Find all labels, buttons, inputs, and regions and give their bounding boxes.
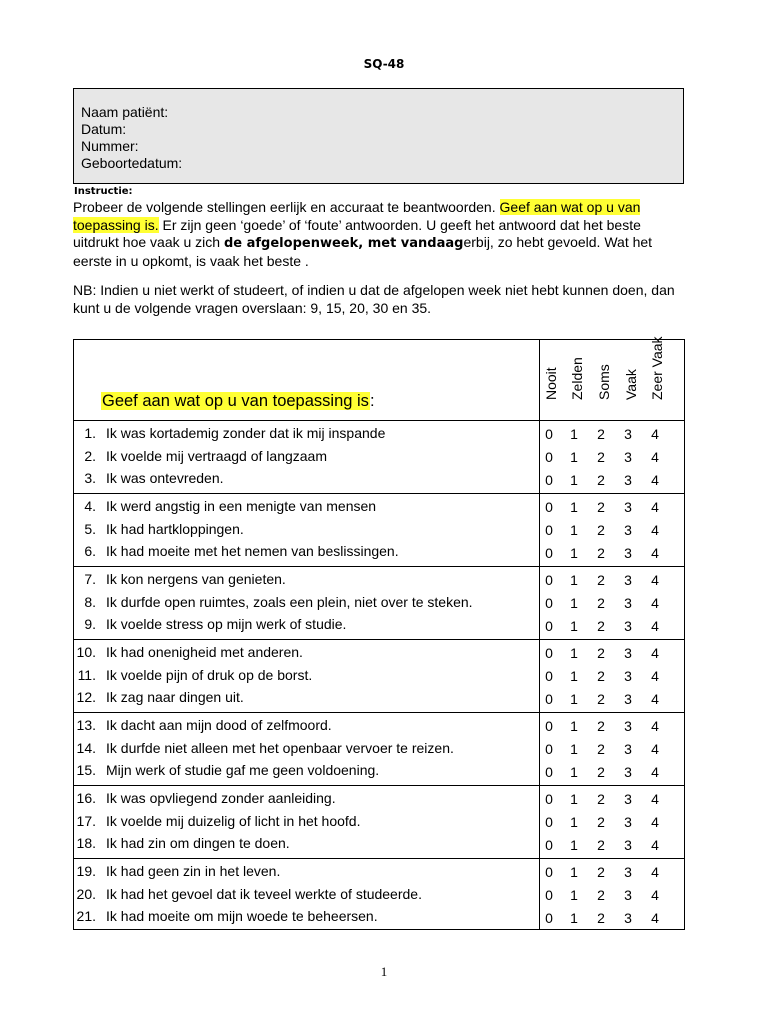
- group-divider: [74, 493, 684, 494]
- patient-info-box: [73, 88, 684, 184]
- item-number: 11.: [77, 667, 96, 683]
- answer-option-2[interactable]: 2: [597, 864, 605, 880]
- item-number: 16.: [76, 790, 96, 806]
- number-field: Nummer:: [81, 138, 139, 154]
- answer-option-2[interactable]: 2: [597, 910, 605, 926]
- item-statement: Ik kon nergens van genieten.: [106, 571, 286, 587]
- birthdate-field: Geboortedatum:: [81, 155, 183, 171]
- answer-option-1[interactable]: 1: [570, 618, 578, 634]
- answer-option-1[interactable]: 1: [570, 426, 578, 442]
- answer-option-0[interactable]: 0: [545, 426, 553, 442]
- item-number: 4.: [84, 498, 96, 514]
- table-row: [74, 495, 684, 519]
- answer-option-3[interactable]: 3: [624, 645, 632, 661]
- answer-option-0[interactable]: 0: [545, 545, 553, 561]
- table-row: [74, 540, 684, 564]
- item-statement: Mijn werk of studie gaf me geen voldoening.: [106, 762, 380, 778]
- answer-option-2[interactable]: 2: [597, 449, 605, 465]
- answer-option-1[interactable]: 1: [570, 764, 578, 780]
- item-number: 14.: [76, 740, 96, 756]
- answer-option-2[interactable]: 2: [597, 645, 605, 661]
- table-row: [74, 422, 684, 446]
- answer-option-2[interactable]: 2: [597, 764, 605, 780]
- answer-option-0[interactable]: 0: [545, 691, 553, 707]
- item-number: 18.: [76, 835, 96, 851]
- answer-option-3[interactable]: 3: [624, 837, 632, 853]
- item-number: 13.: [76, 717, 96, 733]
- answer-option-0[interactable]: 0: [545, 887, 553, 903]
- answer-option-0[interactable]: 0: [545, 837, 553, 853]
- item-statement: Ik voelde pijn of druk op de borst.: [106, 667, 313, 683]
- answer-option-4[interactable]: 4: [651, 791, 659, 807]
- table-row: [74, 737, 684, 761]
- group-divider: [74, 712, 684, 713]
- answer-option-4[interactable]: 4: [651, 618, 659, 634]
- answer-option-3[interactable]: 3: [624, 864, 632, 880]
- answer-option-0[interactable]: 0: [545, 645, 553, 661]
- group-divider: [74, 858, 684, 859]
- scale-label-text: Nooit: [543, 367, 559, 400]
- group-divider: [74, 785, 684, 786]
- table-row: [74, 860, 684, 884]
- answer-option-3[interactable]: 3: [624, 910, 632, 926]
- item-statement: Ik had moeite om mijn woede te beheersen.: [106, 908, 378, 924]
- questionnaire-table: [73, 336, 685, 930]
- scale-label: [647, 336, 669, 416]
- item-statement: Ik had onenigheid met anderen.: [106, 644, 303, 660]
- answer-option-1[interactable]: 1: [570, 645, 578, 661]
- item-statement: Ik had geen zin in het leven.: [106, 863, 281, 879]
- answer-option-3[interactable]: 3: [624, 814, 632, 830]
- answer-option-2[interactable]: 2: [597, 499, 605, 515]
- answer-option-4[interactable]: 4: [651, 741, 659, 757]
- item-statement: Ik had zin om dingen te doen.: [106, 835, 290, 851]
- item-number: 17.: [76, 813, 96, 829]
- answer-option-3[interactable]: 3: [624, 718, 632, 734]
- answer-option-4[interactable]: 4: [651, 522, 659, 538]
- item-number: 9.: [84, 616, 96, 632]
- answer-option-4[interactable]: 4: [651, 814, 659, 830]
- instruction-label: Instructie:: [74, 186, 133, 197]
- answer-option-0[interactable]: 0: [545, 499, 553, 515]
- item-number: 6.: [84, 543, 96, 559]
- page-number: 1: [380, 964, 388, 979]
- scale-label: [594, 344, 616, 416]
- answer-option-1[interactable]: 1: [570, 814, 578, 830]
- answer-option-4[interactable]: 4: [651, 472, 659, 488]
- answer-option-0[interactable]: 0: [545, 449, 553, 465]
- table-row: [74, 759, 684, 783]
- table-row: [74, 787, 684, 811]
- answer-option-4[interactable]: 4: [651, 572, 659, 588]
- date-field: Datum:: [81, 121, 127, 137]
- item-number: 5.: [84, 521, 96, 537]
- answer-option-1[interactable]: 1: [570, 791, 578, 807]
- answer-option-2[interactable]: 2: [597, 791, 605, 807]
- answer-option-4[interactable]: 4: [651, 645, 659, 661]
- answer-option-2[interactable]: 2: [597, 741, 605, 757]
- answer-option-4[interactable]: 4: [651, 426, 659, 442]
- instruction-bold: de afgelopenweek, met vandaag: [223, 236, 464, 252]
- answer-option-1[interactable]: 1: [570, 864, 578, 880]
- scale-label: [541, 344, 563, 416]
- answer-option-4[interactable]: 4: [651, 691, 659, 707]
- answer-option-0[interactable]: 0: [545, 618, 553, 634]
- answer-option-1[interactable]: 1: [570, 572, 578, 588]
- answer-option-0[interactable]: 0: [545, 718, 553, 734]
- answer-option-4[interactable]: 4: [651, 449, 659, 465]
- answer-option-0[interactable]: 0: [545, 741, 553, 757]
- group-divider: [74, 566, 684, 567]
- item-statement: Ik zag naar dingen uit.: [106, 689, 244, 705]
- instruction-part-2: Er zijn geen ‘goede’ of ‘foute’ antwoorden. U geeft het antwoord dat het beste uitdrukt hoe vaak u zich: [73, 216, 641, 251]
- instruction-part-3: erbij, zo hebt gevoeld. Wat het eerste in u opkomt, is vaak het beste .: [73, 234, 653, 269]
- answer-option-3[interactable]: 3: [624, 572, 632, 588]
- table-row: [74, 568, 684, 592]
- table-row: [74, 810, 684, 834]
- item-number: 8.: [84, 594, 96, 610]
- answer-option-0[interactable]: 0: [545, 668, 553, 684]
- answer-option-4[interactable]: 4: [651, 499, 659, 515]
- answer-option-3[interactable]: 3: [624, 764, 632, 780]
- item-statement: Ik voelde mij vertraagd of langzaam: [106, 448, 327, 464]
- group-divider: [74, 420, 684, 421]
- answer-option-3[interactable]: 3: [624, 691, 632, 707]
- table-row: [74, 664, 684, 688]
- item-number: 19.: [76, 863, 96, 879]
- answer-option-4[interactable]: 4: [651, 837, 659, 853]
- answer-option-0[interactable]: 0: [545, 764, 553, 780]
- scale-label: [567, 344, 589, 416]
- answer-option-3[interactable]: 3: [624, 426, 632, 442]
- item-statement: Ik had het gevoel dat ik teveel werkte of studeerde.: [106, 886, 422, 902]
- answer-option-3[interactable]: 3: [624, 887, 632, 903]
- answer-option-2[interactable]: 2: [597, 618, 605, 634]
- table-row: [74, 714, 684, 738]
- item-statement: Ik durfde open ruimtes, zoals een plein, niet over te steken.: [106, 594, 473, 610]
- answer-option-1[interactable]: 1: [570, 595, 578, 611]
- answer-option-1[interactable]: 1: [570, 449, 578, 465]
- answer-option-1[interactable]: 1: [570, 887, 578, 903]
- instruction-text: [73, 199, 685, 270]
- answer-option-2[interactable]: 2: [597, 887, 605, 903]
- prompt-highlight: Geef aan wat op u van toepassing is: [102, 392, 369, 410]
- item-statement: Ik durfde niet alleen met het openbaar vervoer te reizen.: [106, 740, 454, 756]
- item-statement: Ik werd angstig in een menigte van mensen: [106, 498, 377, 514]
- answer-option-2[interactable]: 2: [597, 572, 605, 588]
- answer-option-4[interactable]: 4: [651, 910, 659, 926]
- item-number: 2.: [84, 448, 96, 464]
- answer-option-0[interactable]: 0: [545, 595, 553, 611]
- item-statement: Ik had moeite met het nemen van beslissingen.: [106, 543, 399, 559]
- table-prompt: [101, 392, 375, 411]
- scale-label-text: Zelden: [569, 357, 585, 400]
- answer-option-2[interactable]: 2: [597, 522, 605, 538]
- answer-option-0[interactable]: 0: [545, 572, 553, 588]
- answer-option-0[interactable]: 0: [545, 814, 553, 830]
- answer-option-2[interactable]: 2: [597, 595, 605, 611]
- answer-option-4[interactable]: 4: [651, 668, 659, 684]
- answer-option-4[interactable]: 4: [651, 595, 659, 611]
- answer-option-3[interactable]: 3: [624, 499, 632, 515]
- instruction-part-1: Probeer de volgende stellingen eerlijk en accuraat te beantwoorden.: [73, 199, 500, 215]
- answer-option-1[interactable]: 1: [570, 691, 578, 707]
- answer-option-4[interactable]: 4: [651, 864, 659, 880]
- item-number: 20.: [76, 886, 96, 902]
- answer-option-0[interactable]: 0: [545, 522, 553, 538]
- answer-option-4[interactable]: 4: [651, 545, 659, 561]
- scale-label-text: Zeer Vaak: [649, 336, 665, 400]
- group-divider: [74, 639, 684, 640]
- item-number: 10.: [76, 644, 96, 660]
- answer-option-1[interactable]: 1: [570, 499, 578, 515]
- table-row: [74, 905, 684, 929]
- nb-note: NB: Indien u niet werkt of studeert, of indien u dat de afgelopen week niet hebt kunnen doen, dan kunt u de volgende vragen overslaan: 9, 15, 20, 30 en 35.: [73, 282, 675, 316]
- answer-option-3[interactable]: 3: [624, 618, 632, 634]
- item-number: 21.: [76, 908, 96, 924]
- answer-option-1[interactable]: 1: [570, 545, 578, 561]
- instruction-highlight: Geef aan wat op u van toepassing is.: [73, 199, 641, 233]
- answer-option-4[interactable]: 4: [651, 718, 659, 734]
- answer-option-2[interactable]: 2: [597, 426, 605, 442]
- answer-option-4[interactable]: 4: [651, 887, 659, 903]
- answer-option-3[interactable]: 3: [624, 595, 632, 611]
- table-row: [74, 613, 684, 637]
- scale-label: [621, 344, 643, 416]
- item-statement: Ik voelde mij duizelig of licht in het hoofd.: [106, 813, 361, 829]
- answer-option-1[interactable]: 1: [570, 472, 578, 488]
- item-statement: Ik was opvliegend zonder aanleiding.: [106, 790, 336, 806]
- answer-option-4[interactable]: 4: [651, 764, 659, 780]
- answer-option-3[interactable]: 3: [624, 472, 632, 488]
- answer-option-2[interactable]: 2: [597, 691, 605, 707]
- answer-option-3[interactable]: 3: [624, 741, 632, 757]
- table-row: [74, 591, 684, 615]
- answer-option-2[interactable]: 2: [597, 545, 605, 561]
- answer-option-1[interactable]: 1: [570, 837, 578, 853]
- scale-label-text: Soms: [596, 364, 612, 400]
- item-number: 12.: [76, 689, 96, 705]
- answer-option-1[interactable]: 1: [570, 718, 578, 734]
- answer-option-3[interactable]: 3: [624, 791, 632, 807]
- answer-option-1[interactable]: 1: [570, 668, 578, 684]
- item-number: 1.: [84, 425, 96, 441]
- answer-option-1[interactable]: 1: [570, 522, 578, 538]
- patient-name-field: Naam patiënt:: [81, 104, 169, 120]
- item-statement: Ik voelde stress op mijn werk of studie.: [106, 616, 347, 632]
- item-number: 7.: [84, 571, 96, 587]
- answer-option-2[interactable]: 2: [597, 668, 605, 684]
- answer-option-2[interactable]: 2: [597, 472, 605, 488]
- answer-option-1[interactable]: 1: [570, 741, 578, 757]
- table-row: [74, 641, 684, 665]
- answer-option-0[interactable]: 0: [545, 910, 553, 926]
- answer-option-2[interactable]: 2: [597, 837, 605, 853]
- table-row: [74, 832, 684, 856]
- table-row: [74, 686, 684, 710]
- scale-label-text: Vaak: [623, 369, 639, 400]
- item-statement: Ik was ontevreden.: [106, 470, 224, 486]
- item-statement: Ik had hartkloppingen.: [106, 521, 244, 537]
- answer-option-2[interactable]: 2: [597, 718, 605, 734]
- item-number: 15.: [76, 762, 96, 778]
- answer-option-2[interactable]: 2: [597, 814, 605, 830]
- answer-option-0[interactable]: 0: [545, 864, 553, 880]
- answer-option-3[interactable]: 3: [624, 449, 632, 465]
- table-row: [74, 883, 684, 907]
- prompt-colon: :: [369, 392, 375, 410]
- table-row: [74, 467, 684, 491]
- item-statement: Ik dacht aan mijn dood of zelfmoord.: [106, 717, 332, 733]
- item-statement: Ik was kortademig zonder dat ik mij inspande: [106, 425, 386, 441]
- answer-option-0[interactable]: 0: [545, 472, 553, 488]
- answer-option-3[interactable]: 3: [624, 545, 632, 561]
- item-number: 3.: [84, 470, 96, 486]
- answer-option-3[interactable]: 3: [624, 522, 632, 538]
- table-row: [74, 445, 684, 469]
- document-title: SQ-48: [363, 57, 405, 71]
- answer-option-1[interactable]: 1: [570, 910, 578, 926]
- answer-option-3[interactable]: 3: [624, 668, 632, 684]
- table-row: [74, 518, 684, 542]
- answer-option-0[interactable]: 0: [545, 791, 553, 807]
